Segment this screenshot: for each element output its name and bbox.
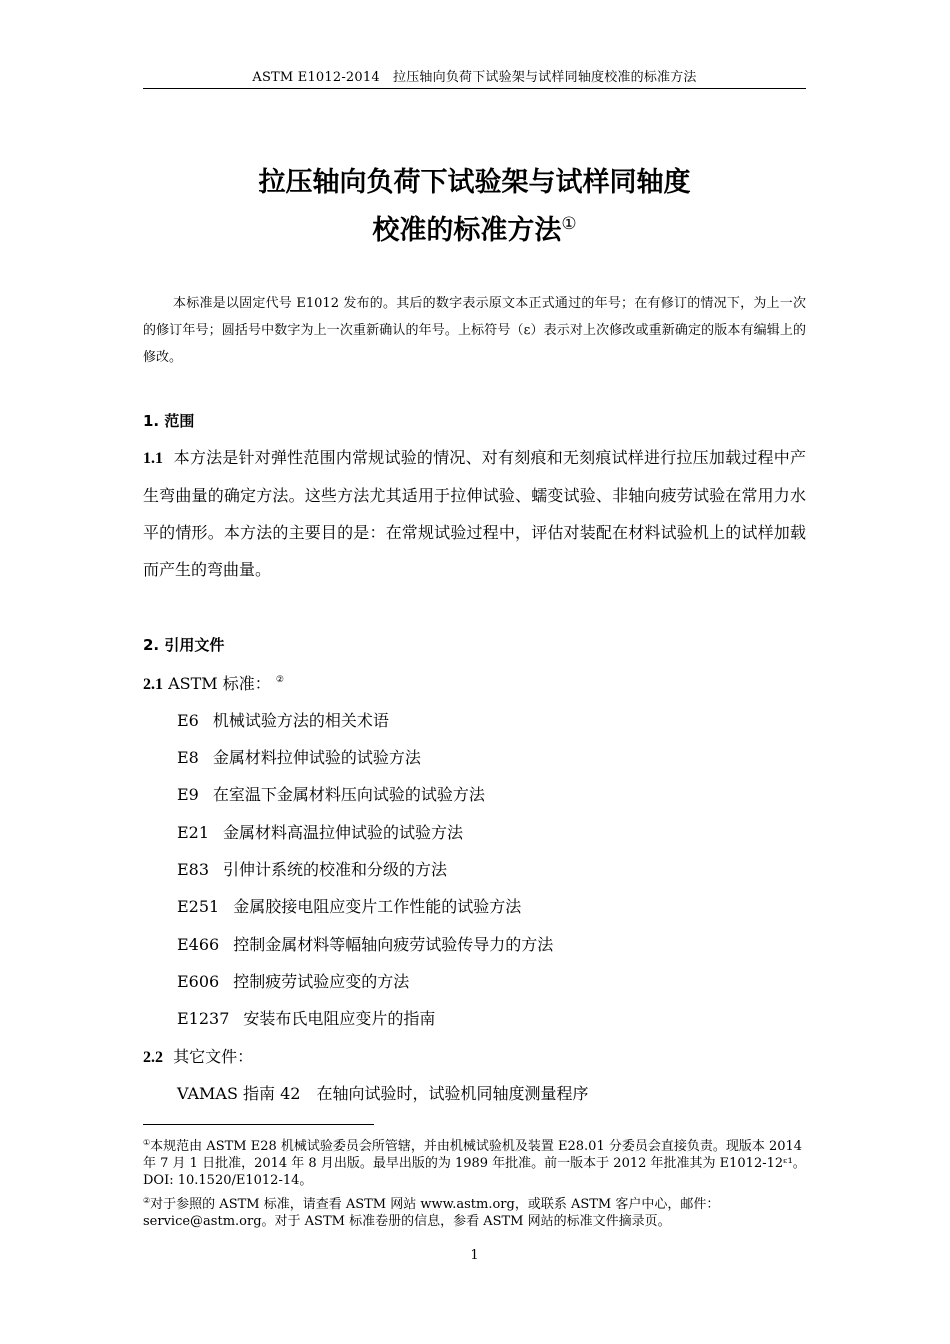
reference-code: E83 (177, 860, 210, 879)
reference-code: E9 (177, 785, 199, 804)
section-2-1-label: ASTM 标准： (168, 674, 271, 693)
section-2-heading: 2. 引用文件 (143, 636, 225, 654)
header-rule (143, 88, 806, 89)
section-1-heading: 1. 范围 (143, 412, 195, 430)
title-footnote-mark: ① (561, 214, 577, 234)
reference-code: E6 (177, 711, 199, 730)
reference-item (177, 894, 521, 917)
document-title-line2 (143, 208, 806, 247)
footnote-1-mark: ① (143, 1138, 151, 1147)
reference-title: 金属胶接电阻应变片工作性能的试验方法 (233, 897, 522, 916)
running-header: ASTM E1012-2014 拉压轴向负荷下试验架与试样同轴度校准的标准方法 (252, 70, 697, 85)
page-number: 1 (470, 1248, 479, 1263)
reference-code: E21 (177, 823, 210, 842)
reference-title: 在室温下金属材料压向试验的试验方法 (212, 785, 485, 804)
reference-code: E1237 (177, 1009, 230, 1028)
section-1-1-number: 1.1 (143, 450, 163, 467)
document-title-line1: 拉压轴向负荷下试验架与试样同轴度 (258, 167, 691, 198)
reference-title: 金属材料高温拉伸试验的试验方法 (223, 823, 464, 842)
reference-title: 控制疲劳试验应变的方法 (233, 972, 410, 991)
reference-item (177, 782, 485, 805)
section-2-2-line (143, 1044, 253, 1067)
section-2-2-number: 2.2 (143, 1049, 163, 1066)
document-title-text: 校准的标准方法 (372, 215, 562, 246)
reference-code: E8 (177, 748, 199, 767)
other-reference-item: VAMAS 指南 42 在轴向试验时，试验机同轴度测量程序 (177, 1084, 589, 1103)
reference-title: 安装布氏电阻应变片的指南 (243, 1009, 436, 1028)
footnote-2-text: 对于参照的 ASTM 标准，请查看 ASTM 网站 www.astm.org，或联系 ASTM 客户中心，邮件：service@astm.org。对于 ASTM 标准卷册的信息，参看 ASTM 网站的标准文件摘录页。 (143, 1197, 720, 1229)
reference-item (177, 820, 463, 843)
reference-item (177, 857, 447, 880)
section-2-1-number: 2.1 (143, 676, 163, 693)
reference-code: E251 (177, 897, 220, 916)
section-2-1-line (143, 671, 284, 694)
reference-title: 控制金属材料等幅轴向疲劳试验传导力的方法 (233, 935, 554, 954)
section-2-2-label: 其它文件： (173, 1047, 254, 1066)
reference-title: 机械试验方法的相关术语 (212, 711, 389, 730)
footnote-2-mark: ② (143, 1196, 151, 1205)
reference-item (177, 708, 389, 731)
reference-code: E606 (177, 972, 220, 991)
footnote-1-text: 本规范由 ASTM E28 机械试验委员会所管辖，并由机械试验机及装置 E28.01 分委员会直接负责。现版本 2014 年 7 月 1 日批准，2014 年 8 月出版。最早出版的为 1989 年批准。前一版本于 2012 年批准其为 E1012-12ᵋ¹。DOI: 10.1520/E1012-14。 (143, 1139, 806, 1188)
section-1-1-text: 本方法是针对弹性范围内常规试验的情况、对有刻痕和无刻痕试样进行拉压加载过程中产生弯曲量的确定方法。这些方法尤其适用于拉伸试验、蠕变试验、非轴向疲劳试验在常用力水平的情形。本方法的主要目的是：在常规试验过程中，评估对装配在材料试验机上的试样加载而产生的弯曲量。 (143, 448, 806, 579)
section-1-1-paragraph (143, 439, 806, 588)
reference-item (177, 969, 409, 992)
reference-title: 引伸计系统的校准和分级的方法 (223, 860, 448, 879)
footnote-1 (143, 1134, 806, 1189)
reference-item (177, 932, 553, 955)
preface-note: 本标准是以固定代号 E1012 发布的。其后的数字表示原文本正式通过的年号；在有修订的情况下，为上一次的修订年号；圆括号中数字为上一次重新确认的年号。上标符号（ε）表示对上次修改或重新确定的版本有编辑上的修改。 (143, 296, 806, 365)
reference-item (177, 745, 421, 768)
reference-title: 金属材料拉伸试验的试验方法 (212, 748, 421, 767)
footnote-rule (143, 1124, 374, 1125)
footnote-2 (143, 1192, 806, 1230)
reference-item (177, 1006, 435, 1029)
section-2-1-footnote-mark: ② (275, 675, 284, 685)
reference-code: E466 (177, 935, 220, 954)
